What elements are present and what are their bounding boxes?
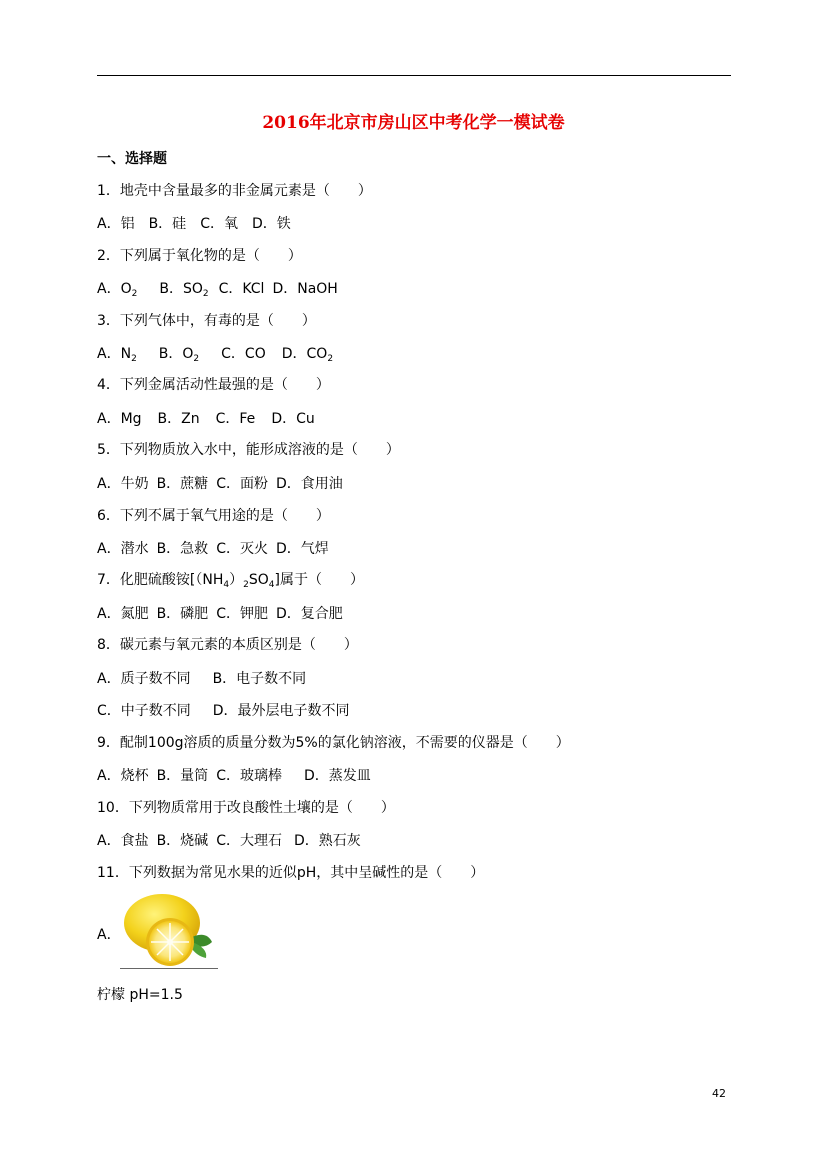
question-7: 7．化肥硫酸铵$[(NH_4)_2SO_4]$属于（ ） [97,572,364,590]
question-4-options [97,410,315,428]
option-d: D．复合肥 [275,606,343,622]
option-b: B．烧碱 [156,833,209,849]
question-6-options [97,540,329,558]
option-d: D．气焊 [275,541,329,557]
question-10-options [97,832,361,850]
header-rule [97,75,731,76]
option-c: C．KCl [218,281,265,297]
option-d: D．铁 [251,216,291,232]
question-7-options [97,605,343,623]
option-b: B．硅 [148,216,187,232]
option-a: A．牛奶 [97,476,149,492]
option-a: A．质子数不同 [97,671,191,687]
option-c: C．中子数不同 [97,703,191,719]
page-number: 42 [712,1087,726,1100]
page-title: 2016年北京市房山区中考化学一模试卷 [262,113,565,133]
option-c: C．玻璃棒 [216,768,282,784]
option-d: D．最外层电子数不同 [212,703,350,719]
question-9: 9．配制100g溶质的质量分数为5%的氯化钠溶液，不需要的仪器是（ ） [97,735,570,751]
question-8: 8．碳元素与氧元素的本质区别是（ ） [97,637,358,653]
question-8-options-row2 [97,702,350,720]
option-a: A．铝 [97,216,135,232]
option-b: B．量筒 [156,768,209,784]
option-d: D．蒸发皿 [303,768,371,784]
option-b: B．$O_2$ [158,346,200,364]
option-c: C．CO [221,346,266,362]
option-d: D．Cu [271,411,315,427]
option-a: A．氮肥 [97,606,149,622]
option-d: D．食用油 [275,476,343,492]
question-3: 3．下列气体中，有毒的是（ ） [97,313,316,329]
question-5: 5．下列物质放入水中，能形成溶液的是（ ） [97,442,400,458]
option-d: D．熟石灰 [293,833,361,849]
option-a: A．$N_2$ [97,346,137,364]
option-b: B．急救 [156,541,209,557]
option-a: A．Mg [97,411,142,427]
option-b: B．Zn [157,411,200,427]
option-b: B．电子数不同 [212,671,307,687]
question-10: 10．下列物质常用于改良酸性土壤的是（ ） [97,800,395,816]
question-1-options [97,215,291,233]
option-c: C．Fe [215,411,256,427]
option-c: C．氧 [200,216,238,232]
option-d: D．$CO_2$ [281,346,334,364]
question-6: 6．下列不属于氧气用途的是（ ） [97,508,330,524]
question-11-option-a-label: A． [97,927,121,943]
question-11: 11．下列数据为常见水果的近似pH，其中呈碱性的是（ ） [97,865,485,881]
question-4: 4．下列金属活动性最强的是（ ） [97,377,330,393]
option-c: C．灭火 [216,541,268,557]
lemon-image [120,890,218,970]
option-a: A．$O_2$ [97,281,138,299]
section-heading: 一、选择题 [97,151,167,167]
option-c: C．大理石 [216,833,282,849]
image-baseline [120,968,218,969]
question-2-options [97,280,338,298]
lemon-icon [120,890,218,970]
question-8-options-row1 [97,670,306,688]
question-3-options [97,345,333,363]
option-b: B．磷肥 [156,606,209,622]
question-5-options [97,475,343,493]
question-2: 2．下列属于氧化物的是（ ） [97,248,302,264]
option-a: A．烧杯 [97,768,149,784]
option-b: B．蔗糖 [156,476,209,492]
question-9-options [97,767,371,785]
option-d: D．NaOH [272,281,338,297]
option-c: C．钾肥 [216,606,268,622]
option-a: A．潜水 [97,541,149,557]
option-b: B．$SO_2$ [159,281,209,299]
option-a-caption: 柠檬 pH=1.5 [97,987,183,1003]
option-a: A．食盐 [97,833,149,849]
question-1: 1．地壳中含量最多的非金属元素是（ ） [97,183,372,199]
option-c: C．面粉 [216,476,268,492]
